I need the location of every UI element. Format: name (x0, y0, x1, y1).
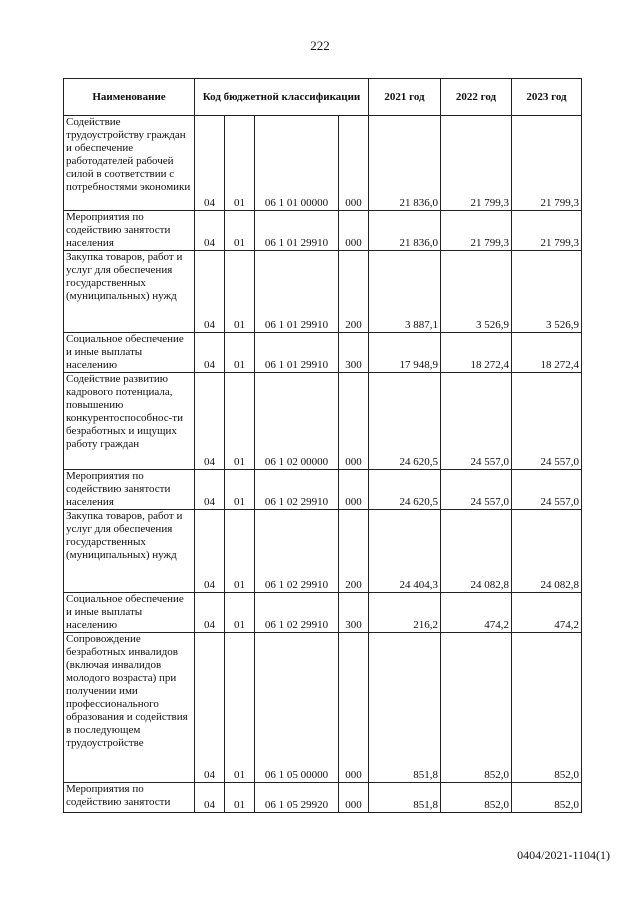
row-code-subsection: 01 (225, 783, 255, 813)
row-value-2023: 21 799,3 (512, 211, 582, 251)
row-value-2023: 24 557,0 (512, 470, 582, 510)
row-name: Социальное обеспечение и иные выплаты населению (64, 333, 195, 373)
row-value-2022: 24 082,8 (441, 510, 512, 593)
table-row (64, 633, 582, 783)
row-value-2023: 24 557,0 (512, 373, 582, 470)
row-code-target: 06 1 02 29910 (255, 470, 339, 510)
row-code-target: 06 1 02 29910 (255, 510, 339, 593)
row-code-target: 06 1 01 29910 (255, 251, 339, 333)
row-value-2021: 17 948,9 (369, 333, 441, 373)
row-value-2021: 851,8 (369, 783, 441, 813)
row-value-2021: 216,2 (369, 593, 441, 633)
row-value-2023: 852,0 (512, 633, 582, 783)
row-value-2022: 21 799,3 (441, 116, 512, 211)
row-code-expense-type: 000 (339, 783, 369, 813)
row-value-2022: 852,0 (441, 633, 512, 783)
budget-table (63, 78, 582, 813)
row-code-target: 06 1 01 29910 (255, 333, 339, 373)
header-2023: 2023 год (512, 79, 582, 116)
row-value-2022: 21 799,3 (441, 211, 512, 251)
document-code: 0404/2021-1104(1) (517, 848, 610, 862)
row-code-target: 06 1 02 29910 (255, 593, 339, 633)
row-value-2022: 474,2 (441, 593, 512, 633)
row-value-2023: 21 799,3 (512, 116, 582, 211)
row-code-subsection: 01 (225, 116, 255, 211)
table-row (64, 470, 582, 510)
row-code-subsection: 01 (225, 251, 255, 333)
row-code-subsection: 01 (225, 633, 255, 783)
row-name: Содействие трудоустройству граждан и обеспечение работодателей рабочей силой в соответствии с потребностями экономики (64, 116, 195, 211)
row-code-expense-type: 300 (339, 593, 369, 633)
row-code-section: 04 (195, 333, 225, 373)
row-code-section: 04 (195, 470, 225, 510)
row-name: Содействие развитию кадрового потенциала, повышению конкурентоспособнос-ти безработных и ищущих работу граждан (64, 373, 195, 470)
row-code-target: 06 1 01 29910 (255, 211, 339, 251)
row-code-expense-type: 000 (339, 470, 369, 510)
row-value-2021: 851,8 (369, 633, 441, 783)
row-code-section: 04 (195, 510, 225, 593)
row-code-section: 04 (195, 373, 225, 470)
header-2021: 2021 год (369, 79, 441, 116)
row-code-target: 06 1 05 00000 (255, 633, 339, 783)
row-value-2022: 24 557,0 (441, 470, 512, 510)
table-row (64, 373, 582, 470)
row-value-2021: 21 836,0 (369, 116, 441, 211)
table-row (64, 211, 582, 251)
row-value-2023: 24 082,8 (512, 510, 582, 593)
row-code-expense-type: 300 (339, 333, 369, 373)
row-code-subsection: 01 (225, 510, 255, 593)
table-row (64, 510, 582, 593)
row-value-2021: 24 620,5 (369, 470, 441, 510)
row-value-2021: 24 404,3 (369, 510, 441, 593)
table-row (64, 251, 582, 333)
row-code-target: 06 1 02 00000 (255, 373, 339, 470)
row-value-2022: 3 526,9 (441, 251, 512, 333)
row-value-2022: 852,0 (441, 783, 512, 813)
row-value-2021: 21 836,0 (369, 211, 441, 251)
row-code-target: 06 1 01 00000 (255, 116, 339, 211)
table-row (64, 783, 582, 813)
row-code-subsection: 01 (225, 470, 255, 510)
row-code-subsection: 01 (225, 333, 255, 373)
row-code-expense-type: 000 (339, 116, 369, 211)
table-row (64, 593, 582, 633)
row-name: Мероприятия по содействию занятости населения (64, 211, 195, 251)
row-value-2023: 852,0 (512, 783, 582, 813)
table-row (64, 116, 582, 211)
row-name: Мероприятия по содействию занятости населения (64, 470, 195, 510)
header-2022: 2022 год (441, 79, 512, 116)
row-code-section: 04 (195, 633, 225, 783)
header-code: Код бюджетной классификации (195, 79, 369, 116)
page-number: 222 (310, 38, 330, 53)
row-code-section: 04 (195, 116, 225, 211)
row-name: Закупка товаров, работ и услуг для обеспечения государственных (муниципальных) нужд (64, 510, 195, 593)
header-name: Наименование (64, 79, 195, 116)
row-value-2021: 24 620,5 (369, 373, 441, 470)
row-name: Социальное обеспечение и иные выплаты населению (64, 593, 195, 633)
row-value-2022: 18 272,4 (441, 333, 512, 373)
row-name: Сопровождение безработных инвалидов (включая инвалидов молодого возраста) при получении ими профессионального образования и содействия в последующем трудоустройстве (64, 633, 195, 783)
row-code-expense-type: 200 (339, 510, 369, 593)
row-code-section: 04 (195, 783, 225, 813)
row-code-expense-type: 000 (339, 211, 369, 251)
row-code-section: 04 (195, 211, 225, 251)
table-header-row (64, 79, 582, 116)
row-code-expense-type: 000 (339, 373, 369, 470)
row-value-2021: 3 887,1 (369, 251, 441, 333)
table-row (64, 333, 582, 373)
row-value-2023: 474,2 (512, 593, 582, 633)
row-code-target: 06 1 05 29920 (255, 783, 339, 813)
row-code-expense-type: 000 (339, 633, 369, 783)
row-value-2022: 24 557,0 (441, 373, 512, 470)
row-name: Мероприятия по содействию занятости (64, 783, 195, 813)
row-code-section: 04 (195, 593, 225, 633)
row-code-subsection: 01 (225, 211, 255, 251)
row-code-expense-type: 200 (339, 251, 369, 333)
row-name: Закупка товаров, работ и услуг для обеспечения государственных (муниципальных) нужд (64, 251, 195, 333)
row-code-subsection: 01 (225, 593, 255, 633)
row-value-2023: 3 526,9 (512, 251, 582, 333)
row-value-2023: 18 272,4 (512, 333, 582, 373)
row-code-subsection: 01 (225, 373, 255, 470)
row-code-section: 04 (195, 251, 225, 333)
